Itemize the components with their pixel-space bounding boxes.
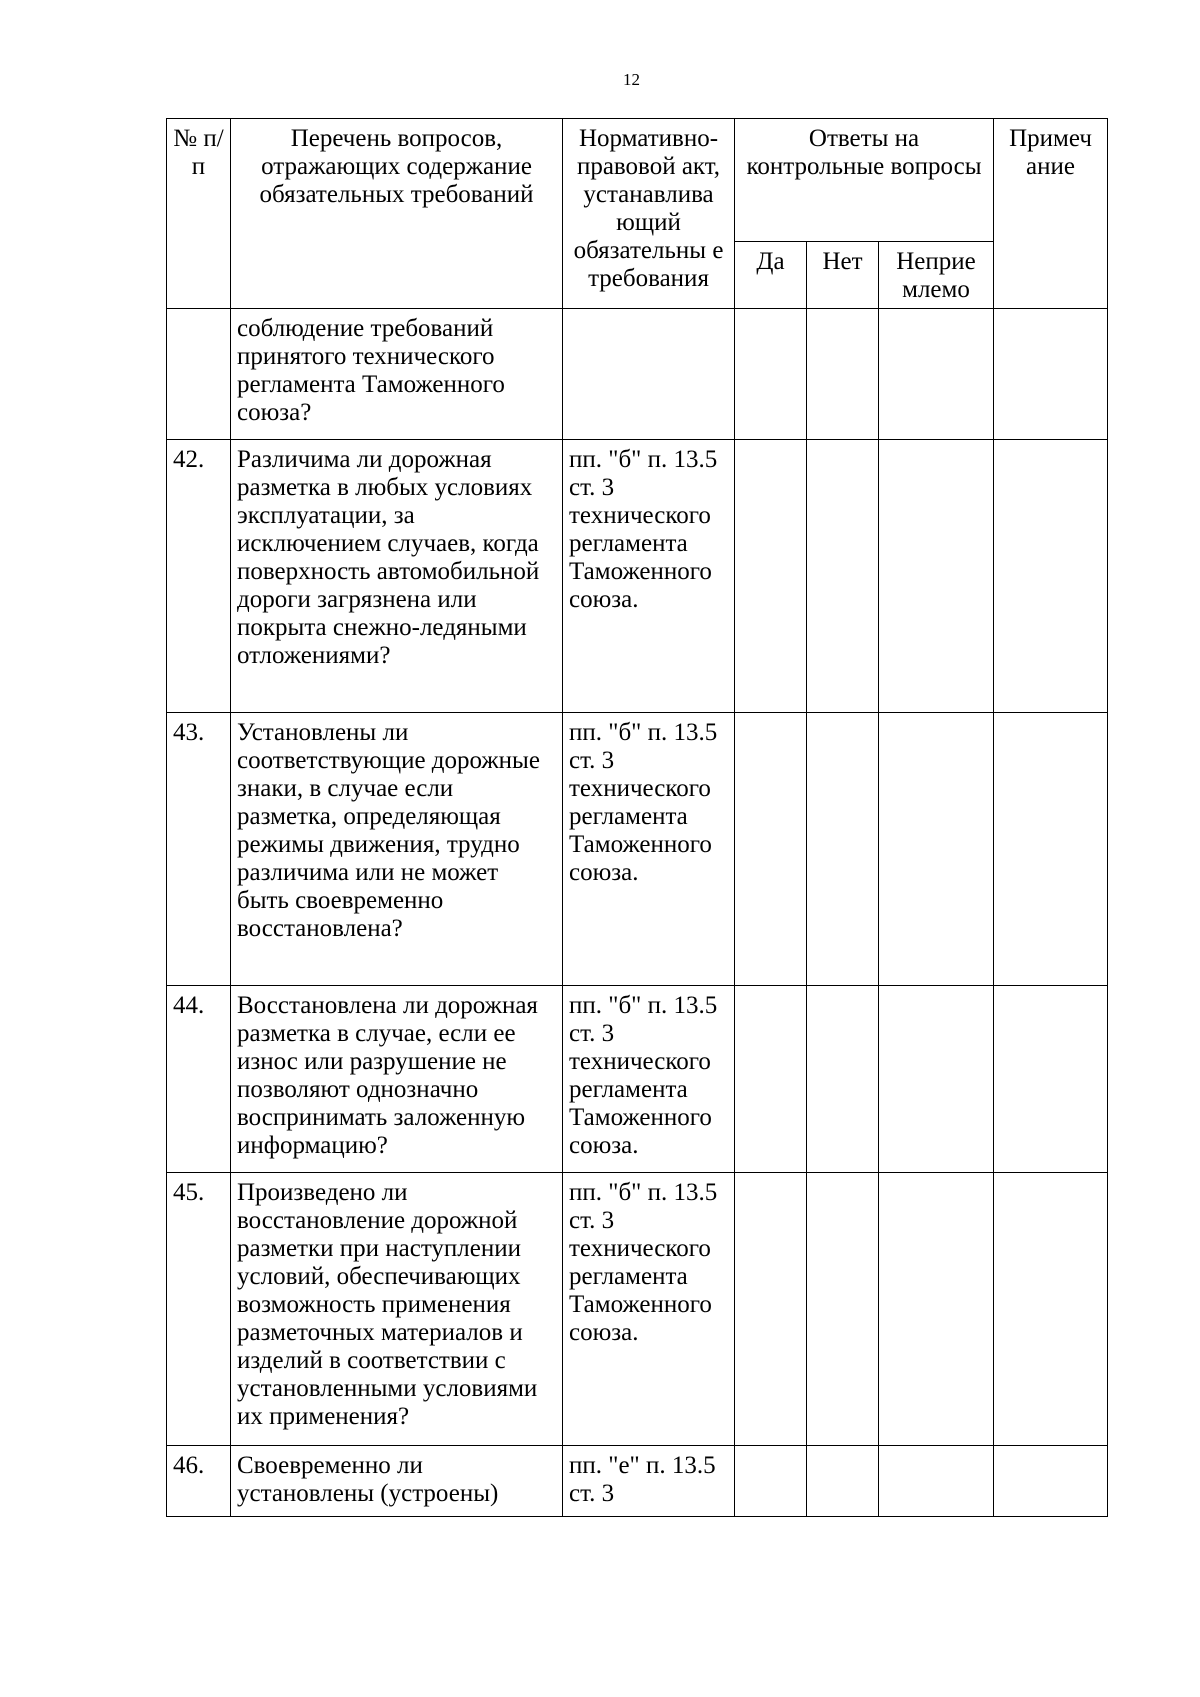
row-question: соблюдение требований принятого технического регламента Таможенного союза? <box>231 309 563 440</box>
row-num <box>167 309 231 440</box>
answer-no-cell[interactable] <box>807 713 879 986</box>
note-cell[interactable] <box>994 986 1108 1173</box>
row-act: пп. "е" п. 13.5 ст. 3 <box>563 1446 735 1517</box>
table-row <box>167 1173 1108 1446</box>
answer-na-cell[interactable] <box>879 309 994 440</box>
header-no: Нет <box>807 242 879 309</box>
answer-na-cell[interactable] <box>879 440 994 713</box>
note-cell[interactable] <box>994 440 1108 713</box>
row-act <box>563 309 735 440</box>
answer-no-cell[interactable] <box>807 1173 879 1446</box>
answer-no-cell[interactable] <box>807 440 879 713</box>
table-row <box>167 986 1108 1173</box>
table-row <box>167 309 1108 440</box>
page-number: 12 <box>623 70 640 89</box>
row-act: пп. "б" п. 13.5 ст. 3 технического регламента Таможенного союза. <box>563 440 735 713</box>
row-act: пп. "б" п. 13.5 ст. 3 технического регламента Таможенного союза. <box>563 713 735 986</box>
header-act: Нормативно-правовой акт, устанавлива ющий обязательны е требования <box>563 119 735 309</box>
answer-na-cell[interactable] <box>879 1446 994 1517</box>
note-cell[interactable] <box>994 309 1108 440</box>
table-row <box>167 713 1108 986</box>
row-question: Установлены ли соответствующие дорожные знаки, в случае если разметка, определяющая режимы движения, трудно различима или не может быть своевременно восстановлена? <box>231 713 563 986</box>
answer-yes-cell[interactable] <box>735 440 807 713</box>
row-num: 43. <box>167 713 231 986</box>
header-num: № п/п <box>167 119 231 309</box>
row-num: 42. <box>167 440 231 713</box>
header-questions: Перечень вопросов, отражающих содержание обязательных требований <box>231 119 563 309</box>
table-row <box>167 440 1108 713</box>
row-question: Восстановлена ли дорожная разметка в случае, если ее износ или разрушение не позволяют однозначно воспринимать заложенную информацию? <box>231 986 563 1173</box>
header-answers: Ответы на контрольные вопросы <box>735 119 994 242</box>
answer-na-cell[interactable] <box>879 1173 994 1446</box>
row-act: пп. "б" п. 13.5 ст. 3 технического регламента Таможенного союза. <box>563 986 735 1173</box>
header-note: Примеч ание <box>994 119 1108 309</box>
row-question: Произведено ли восстановление дорожной разметки при наступлении условий, обеспечивающих возможность применения разметочных материалов и изделий в соответствии с установленными условиями их применения? <box>231 1173 563 1446</box>
answer-na-cell[interactable] <box>879 713 994 986</box>
header-yes: Да <box>735 242 807 309</box>
row-act: пп. "б" п. 13.5 ст. 3 технического регламента Таможенного союза. <box>563 1173 735 1446</box>
answer-na-cell[interactable] <box>879 986 994 1173</box>
answer-yes-cell[interactable] <box>735 986 807 1173</box>
row-num: 45. <box>167 1173 231 1446</box>
answer-yes-cell[interactable] <box>735 713 807 986</box>
note-cell[interactable] <box>994 1173 1108 1446</box>
answer-no-cell[interactable] <box>807 1446 879 1517</box>
note-cell[interactable] <box>994 1446 1108 1517</box>
row-question: Различима ли дорожная разметка в любых условиях эксплуатации, за исключением случаев, когда поверхность автомобильной дороги загрязнена или покрыта снежно-ледяными отложениями? <box>231 440 563 713</box>
table-row <box>167 1446 1108 1517</box>
row-num: 44. <box>167 986 231 1173</box>
header-row <box>167 119 1108 242</box>
row-question: Своевременно ли установлены (устроены) <box>231 1446 563 1517</box>
answer-no-cell[interactable] <box>807 309 879 440</box>
row-num: 46. <box>167 1446 231 1517</box>
answer-yes-cell[interactable] <box>735 1446 807 1517</box>
answer-yes-cell[interactable] <box>735 1173 807 1446</box>
checklist-table <box>166 118 1108 1517</box>
answer-yes-cell[interactable] <box>735 309 807 440</box>
note-cell[interactable] <box>994 713 1108 986</box>
answer-no-cell[interactable] <box>807 986 879 1173</box>
header-na: Неприе млемо <box>879 242 994 309</box>
